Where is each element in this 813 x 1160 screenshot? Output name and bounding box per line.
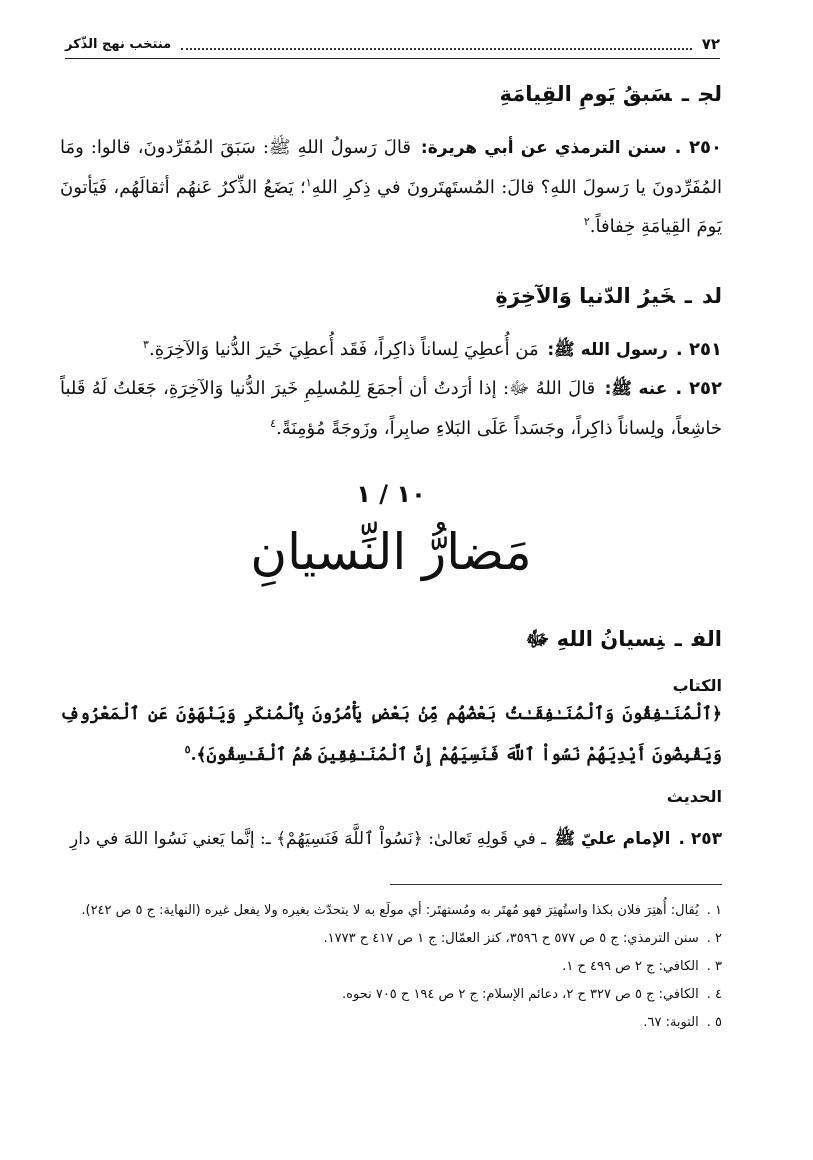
section-title: نِسيانُ اللهِ ﷻ (525, 627, 665, 651)
hadith-source: الإمام عليّ ﷺ (554, 829, 671, 849)
hadith-251 (60, 330, 722, 370)
footnote-ref-5[interactable]: ٥ (184, 743, 191, 756)
hadith-label: الحديث (666, 787, 722, 806)
footnote-5 (60, 1009, 722, 1037)
footnote-number: ٥ . (706, 1015, 722, 1030)
hadith-text: مَن أُعطِيَ لِساناً ذاكِراً، فَقَد أُعطِيَ خَيرَ الدُّنيا وَالآخِرَةِ. (148, 339, 539, 360)
footnotes (60, 897, 722, 1037)
quran-verse (60, 694, 722, 776)
header-rule (65, 58, 720, 59)
footnote-3 (60, 953, 722, 981)
hadith-text: ـ في قَولِهِ تَعالىٰ: ﴿نَسُواْ ٱللَّهَ فَنَسِيَهُمْ﴾ ـ: إنَّما يَعني نَسُوا اللهَ في دارِ (70, 829, 547, 849)
section-letter: لد (701, 284, 722, 308)
footnote-1 (60, 897, 722, 925)
footnote-number: ١ . (706, 903, 722, 918)
footnote-text: التوبة: ٦٧. (643, 1015, 699, 1030)
footnote-ref-3[interactable]: ٣ (143, 338, 149, 351)
section-title: خَيرُ الدّنيا وَالآخِرَةِ (495, 284, 675, 308)
hadith-number: ٢٥١ . (675, 339, 722, 360)
hadith-252 (60, 369, 722, 448)
section-heading-alif: الفـنِسيانُ اللهِ ﷻ (525, 627, 722, 651)
leader-dots (181, 38, 692, 50)
section-letter: لج (698, 82, 722, 106)
hadith-text-part-2: ؛ يَضَعُ الذِّكرُ عَنهُم أثقالَهُم، فَيَأتونَ يَومَ القِيامَةِ خِفافاً. (60, 177, 722, 237)
footnote-text: سنن الترمذي: ج ٥ ص ٥٧٧ ح ٣٥٩٦، كنز العمّال: ج ١ ص ٤١٧ ح ١٧٧٣. (323, 931, 699, 946)
book-label: الكتاب (672, 676, 722, 695)
hadith-250 (60, 128, 722, 246)
footnote-rule (390, 884, 722, 885)
hadith-source: رسول الله ﷺ: (547, 340, 668, 360)
running-header (65, 33, 720, 55)
footnote-text: الكافي: ج ٢ ص ٤٩٩ ح ١. (562, 959, 699, 974)
footnote-number: ٣ . (706, 959, 722, 974)
page-number: ٧٢ (701, 35, 720, 53)
quran-verse-text: ﴿ٱلْمُنَـٰفِقُونَ وَٱلْمُنَـٰفِقَـٰتُ بَعْضُهُم مِّنۢ بَعْضٍ يَأْمُرُونَ بِٱلْمُنكَرِ وَيَنْهَوْنَ عَنِ ٱلْمَعْرُوفِ وَيَقْبِضُونَ أَيْدِيَهُمْ نَسُواْ ٱللَّهَ فَنَسِيَهُمْ إِنَّ ٱلْمُنَـٰفِقِينَ هُمُ ٱلْفَـٰسِقُونَ﴾. (60, 704, 722, 765)
section-heading-lj: لجـسَبقُ يَومِ القِيامَةِ (499, 82, 722, 106)
footnote-text: يُقال: أُهتِرَ فلان بكذا واستُهتِرَ فهو مُهتَر به ومُستهتَر: أي مولَع به لا يتحدّث بغيره ولا يفعل غيره (النهاية: ج ٥ ص ٢٤٢). (81, 903, 699, 918)
section-letter: الف (691, 627, 722, 651)
book-title: منتخب نهج الذّكر (65, 36, 172, 52)
section-title: سَبقُ يَومِ القِيامَةِ (499, 82, 672, 106)
hadith-text-part-1: قالَ رَسولُ اللهِ ﷺ: سَبَقَ المُفَرِّدونَ، قالوا: ومَا المُفَرِّدونَ يا رَسولَ اللهِ؟ قالَ: المُستَهتَرونَ في ذِكرِ اللهِ (60, 137, 722, 198)
hadith-number: ٢٥٣ . (678, 829, 722, 849)
footnote-ref-2[interactable]: ٢ (583, 215, 590, 228)
footnote-4 (60, 981, 722, 1009)
hadith-source: سنن الترمذي عن أبي هريرة: (420, 138, 667, 158)
section-heading-ld: لدـخَيرُ الدّنيا وَالآخِرَةِ (495, 284, 722, 308)
hadith-number: ٢٥٠ . (674, 137, 722, 158)
chapter-title: مَضارُّ النِّسيانِ (250, 523, 532, 581)
footnote-number: ٤ . (706, 987, 722, 1002)
footnote-2 (60, 925, 722, 953)
footnote-ref-4[interactable]: ٤ (270, 417, 277, 430)
hadith-number: ٢٥٢ . (675, 378, 722, 399)
footnote-text: الكافي: ج ٥ ص ٣٢٧ ح ٢، دعائم الإسلام: ج ٢ ص ١٩٤ ح ٧٠٥ نحوه. (342, 987, 699, 1002)
footnote-number: ٢ . (706, 931, 722, 946)
hadith-253 (60, 820, 722, 859)
hadith-source: عنه ﷺ: (604, 379, 668, 399)
footnote-ref-1[interactable]: ١ (305, 176, 312, 189)
chapter-number: ١٠ / ١ (356, 480, 426, 508)
hadith-text: قالَ اللهُ ﷻ: إذا أرَدتُ أن أجمَعَ لِلمُسلِمِ خَيرَ الدُّنيا وَالآخِرَةِ، جَعَلتُ لَهُ قَلباً خاشِعاً، ولِساناً ذاكِراً، وجَسَداً عَلَى البَلاءِ صابِراً، وزَوجَةً مُؤمِنَةً. (60, 378, 722, 439)
